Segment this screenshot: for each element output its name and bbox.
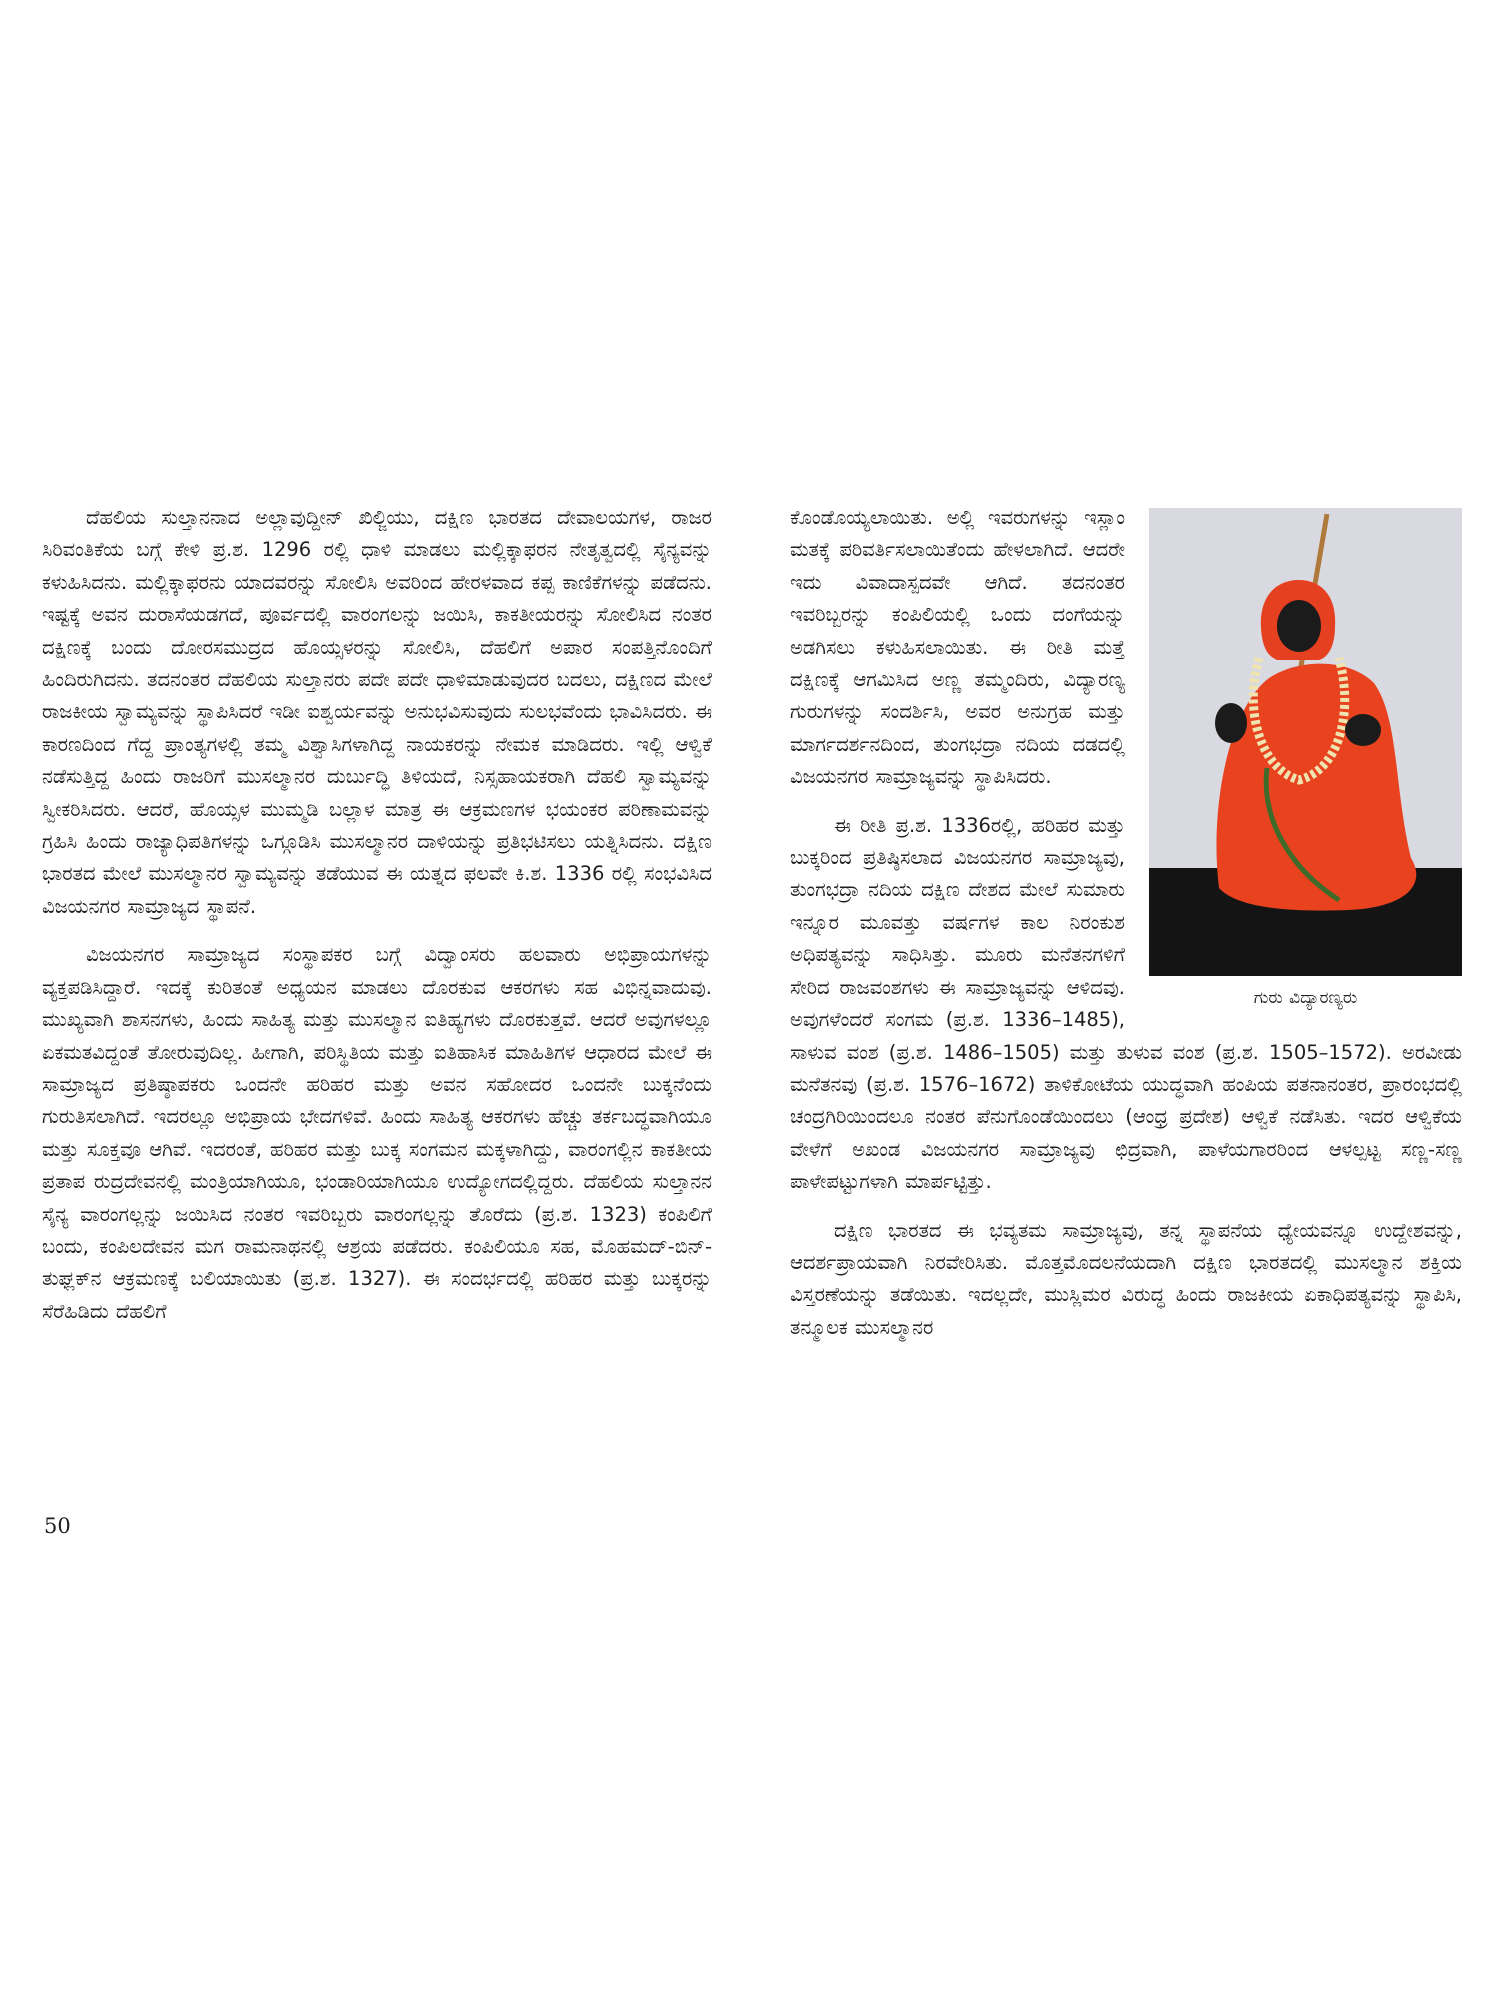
page-number: 50 <box>44 1514 71 1538</box>
paragraph: ಕೊಂಡೊಯ್ಯಲಾಯಿತು. ಅಲ್ಲಿ ಇವರುಗಳನ್ನು ಇಸ್ಲಾಂ ಮತಕ್ಕೆ ಪರಿವರ್ತಿಸಲಾಯಿತೆಂದು ಹೇಳಲಾಗಿದೆ. ಆದರೇ ಇದು ವಿವಾದಾಸ್ಪದವೇ ಆಗಿದೆ. ತದನಂತರ ಇವರಿಬ್ಬರನ್ನು ಕಂಪಿಲಿಯಲ್ಲಿ ಒಂದು ದಂಗೆಯನ್ನು ಅಡಗಿಸಲು ಕಳುಹಿಸಲಾಯಿತು. ಈ ರೀತಿ ಮತ್ತೆ ದಕ್ಷಿಣಕ್ಕೆ ಆಗಮಿಸಿದ ಅಣ್ಣ ತಮ್ಮಂದಿರು, ವಿದ್ಯಾರಣ್ಯ ಗುರುಗಳನ್ನು ಸಂದರ್ಶಿಸಿ, ಅವರ ಅನುಗ್ರಹ ಮತ್ತು ಮಾರ್ಗದರ್ಶನದಿಂದ, ತುಂಗಭದ್ರಾ ನದಿಯ ದಡದಲ್ಲಿ ವಿಜಯನಗರ ಸಾಮ್ರಾಜ್ಯವನ್ನು ಸ್ಥಾಪಿಸಿದರು. <box>790 506 1125 789</box>
left-page-text <box>42 502 712 1344</box>
right-page-text <box>790 502 1462 1360</box>
figure <box>1149 508 1462 1010</box>
figure-caption: ಗುರು ವಿದ್ಯಾರಣ್ಯರು <box>1253 988 1358 1008</box>
paragraph: ದಕ್ಷಿಣ ಭಾರತದ ಈ ಭವ್ಯತಮ ಸಾಮ್ರಾಜ್ಯವು, ತನ್ನ ಸ್ಥಾಪನೆಯ ಧ್ಯೇಯವನ್ನೂ ಉದ್ದೇಶವನ್ನು, ಆದರ್ಶಪ್ರಾಯವಾಗಿ ನಿರವೇರಿಸಿತು. ಮೊತ್ತಮೊದಲನೆಯದಾಗಿ ದಕ್ಷಿಣ ಭಾರತದಲ್ಲಿ ಮುಸಲ್ಮಾನ ಶಕ್ತಿಯ ವಿಸ್ತರಣೆಯನ್ನು ತಡೆಯಿತು. ಇದಲ್ಲದೇ, ಮುಸ್ಲಿಮರ ವಿರುದ್ಧ ಹಿಂದು ರಾಜಕೀಯ ಏಕಾಧಿಪತ್ಯವನ್ನು ಸ್ಥಾಪಿಸಿ, ತನ್ಮೂಲಕ ಮುಸಲ್ಮಾನರ <box>790 1218 1462 1339</box>
paragraph: ದೆಹಲಿಯ ಸುಲ್ತಾನನಾದ ಅಲ್ಲಾವುದ್ದೀನ್ ಖಿಲ್ಜಿಯು, ದಕ್ಷಿಣ ಭಾರತದ ದೇವಾಲಯಗಳ, ರಾಜರ ಸಿರಿವಂತಿಕೆಯ ಬಗ್ಗೆ ಕೇಳಿ ಪ್ರ.ಶ. 1296 ರಲ್ಲಿ ಧಾಳಿ ಮಾಡಲು ಮಲ್ಲಿಕ್ಕಾಫರನ ನೇತೃತ್ವದಲ್ಲಿ ಸೈನ್ಯವನ್ನು ಕಳುಹಿಸಿದನು. ಮಲ್ಲಿಕ್ಕಾಫರನು ಯಾದವರನ್ನು ಸೋಲಿಸಿ ಅವರಿಂದ ಹೇರಳವಾದ ಕಪ್ಪ ಕಾಣಿಕೆಗಳನ್ನು ಪಡೆದನು. ಇಷ್ಟಕ್ಕೆ ಅವನ ದುರಾಸೆಯಡಗದೆ, ಪೂರ್ವದಲ್ಲಿ ವಾರಂಗಲನ್ನು ಜಯಿಸಿ, ಕಾಕತೀಯರನ್ನು ಸೋಲಿಸಿದ ನಂತರ ದಕ್ಷಿಣಕ್ಕೆ ಬಂದು ದೋರಸಮುದ್ರದ ಹೊಯ್ಸಳರನ್ನು ಸೋಲಿಸಿ, ದೆಹಲಿಗೆ ಅಪಾರ ಸಂಪತ್ತಿನೊಂದಿಗೆ ಹಿಂದಿರುಗಿದನು. ತದನಂತರ ದೆಹಲಿಯ ಸುಲ್ತಾನರು ಪದೇ ಪದೇ ಧಾಳಿಮಾಡುವುದರ ಬದಲು, ದಕ್ಷಿಣದ ಮೇಲೆ ರಾಜಕೀಯ ಸ್ವಾಮ್ಯವನ್ನು ಸ್ಥಾಪಿಸಿದರೆ ಇಡೀ ಐಶ್ವರ್ಯವನ್ನು ಅನುಭವಿಸುವುದು ಸುಲಭವೆಂದು ಭಾವಿಸಿದರು. ಈ ಕಾರಣದಿಂದ ಗೆದ್ದ ಪ್ರಾಂತ್ಯಗಳಲ್ಲಿ ತಮ್ಮ ವಿಶ್ವಾಸಿಗಳಾಗಿದ್ದ ನಾಯಕರನ್ನು ನೇಮಕ ಮಾಡಿದರು. ಇಲ್ಲಿ ಆಳ್ವಿಕೆ ನಡೆಸುತ್ತಿದ್ದ ಹಿಂದು ರಾಜರಿಗೆ ಮುಸಲ್ಮಾನರ ದುರ್ಬುದ್ಧಿ ತಿಳಿಯದೆ, ನಿಸ್ಸಹಾಯಕರಾಗಿ ದೆಹಲಿ ಸ್ವಾಮ್ಯವನ್ನು ಸ್ವೀಕರಿಸಿದರು. ಆದರೆ, ಹೊಯ್ಸಳ ಮುಮ್ಮಡಿ ಬಲ್ಲಾಳ ಮಾತ್ರ ಈ ಆಕ್ರಮಣಗಳ ಭಯಂಕರ ಪರಿಣಾಮವನ್ನು ಗ್ರಹಿಸಿ ಹಿಂದು ರಾಜ್ಯಾಧಿಪತಿಗಳನ್ನು ಒಗ್ಗೂಡಿಸಿ ಮುಸಲ್ಮಾನರ ದಾಳಿಯನ್ನು ಪ್ರತಿಭಟಿಸಲು ಯತ್ನಿಸಿದನು. ದಕ್ಷಿಣ ಭಾರತದ ಮೇಲೆ ಮುಸಲ್ಮಾನರ ಸ್ವಾಮ್ಯವನ್ನು ತಡೆಯುವ ಈ ಯತ್ನದ ಫಲವೇ ಕಿ.ಶ. 1336 ರಲ್ಲಿ ಸಂಭವಿಸಿದ ವಿಜಯನಗರ ಸಾಮ್ರಾಜ್ಯದ ಸ್ಥಾಪನೆ. <box>42 506 712 918</box>
vidyaranya-statue-photo <box>1149 508 1462 976</box>
paragraph: ಈ ರೀತಿ ಪ್ರ.ಶ. 1336ರಲ್ಲಿ, ಹರಿಹರ ಮತ್ತು ಬುಕ್ಕರಿಂದ ಪ್ರತಿಷ್ಠಿಸಲಾದ ವಿಜಯನಗರ ಸಾಮ್ರಾಜ್ಯವು, ತುಂಗಭದ್ರಾ ನದಿಯ ದಕ್ಷಿಣ ದೇಶದ ಮೇಲೆ ಸುಮಾರು ಇನ್ನೂರ ಮೂವತ್ತು ವರ್ಷಗಳ ಕಾಲ ನಿರಂಕುಶ ಅಧಿಪತ್ಯವನ್ನು ಸಾಧಿಸಿತ್ತು. ಮೂರು ಮನೆತನಗಳಿಗೆ ಸೇರಿದ ರಾಜವಂಶಗಳು ಈ ಸಾಮ್ರಾಜ್ಯವನ್ನು ಆಳಿದವು. ಅವುಗಳೆಂದರೆ ಸಂಗಮ (ಪ್ರ.ಶ. 1336–1485), ಸಾಳುವ ವಂಶ (ಪ್ರ.ಶ. 1486–1505) ಮತ್ತು ತುಳುವ ವಂಶ (ಪ್ರ.ಶ. 1505–1572). ಅರವೀಡು ಮನೆತನವು (ಪ್ರ.ಶ. 1576–1672) ತಾಳಿಕೋಟೆಯ ಯುದ್ಧವಾಗಿ ಹಂಪಿಯ ಪತನಾನಂತರ, ಪ್ರಾರಂಭದಲ್ಲಿ ಚಂದ್ರಗಿರಿಯಿಂದಲೂ ನಂತರ ಪೆನುಗೊಂಡೆಯಿಂದಲು (ಆಂಧ್ರ ಪ್ರದೇಶ) ಆಳ್ವಿಕೆ ನಡೆಸಿತು. ಇದರ ಆಳ್ವಿಕೆಯ ವೇಳೆಗೆ ಅಖಂಡ ವಿಜಯನಗರ ಸಾಮ್ರಾಜ್ಯವು ಛಿದ್ರವಾಗಿ, ಪಾಳೆಯಗಾರರಿಂದ ಆಳಲ್ಪಟ್ಟ ಸಣ್ಣ-ಸಣ್ಣ ಪಾಳೇಪಟ್ಟುಗಳಾಗಿ ಮಾರ್ಪಟ್ಟಿತ್ತು. <box>790 813 1462 1194</box>
face <box>1277 600 1321 652</box>
right-hand <box>1345 714 1381 746</box>
statue-illustration <box>1149 508 1462 976</box>
left-hand <box>1215 703 1247 743</box>
paragraph: ವಿಜಯನಗರ ಸಾಮ್ರಾಜ್ಯದ ಸಂಸ್ಥಾಪಕರ ಬಗ್ಗೆ ವಿದ್ವಾಂಸರು ಹಲವಾರು ಅಭಿಪ್ರಾಯಗಳನ್ನು ವ್ಯಕ್ತಪಡಿಸಿದ್ದಾರೆ. ಇದಕ್ಕೆ ಕುರಿತಂತೆ ಅಧ್ಯಯನ ಮಾಡಲು ದೊರಕುವ ಆಕರಗಳು ಸಹ ವಿಭಿನ್ನವಾದುವು. ಮುಖ್ಯವಾಗಿ ಶಾಸನಗಳು, ಹಿಂದು ಸಾಹಿತ್ಯ ಮತ್ತು ಮುಸಲ್ಮಾನ ಐತಿಹ್ಯಗಳು ದೊರಕುತ್ತವೆ. ಆದರೆ ಅವುಗಳಲ್ಲೂ ಏಕಮತವಿದ್ದಂತೆ ತೋರುವುದಿಲ್ಲ. ಹೀಗಾಗಿ, ಪರಿಸ್ಥಿತಿಯ ಮತ್ತು ಐತಿಹಾಸಿಕ ಮಾಹಿತಿಗಳ ಆಧಾರದ ಮೇಲೆ ಈ ಸಾಮ್ರಾಜ್ಯದ ಪ್ರತಿಷ್ಠಾಪಕರು ಒಂದನೇ ಹರಿಹರ ಮತ್ತು ಅವನ ಸಹೋದರ ಒಂದನೇ ಬುಕ್ಕನೆಂದು ಗುರುತಿಸಲಾಗಿದೆ. ಇದರಲ್ಲೂ ಅಭಿಪ್ರಾಯ ಭೇದಗಳಿವೆ. ಹಿಂದು ಸಾಹಿತ್ಯ ಆಕರಗಳು ಹೆಚ್ಚು ತರ್ಕಬದ್ಧವಾಗಿಯೂ ಮತ್ತು ಸೂಕ್ತವೂ ಆಗಿವೆ. ಇದರಂತೆ, ಹರಿಹರ ಮತ್ತು ಬುಕ್ಕ ಸಂಗಮನ ಮಕ್ಕಳಾಗಿದ್ದು, ವಾರಂಗಲ್ಲಿನ ಕಾಕತೀಯ ಪ್ರತಾಪ ರುದ್ರದೇವನಲ್ಲಿ ಮಂತ್ರಿಯಾಗಿಯೂ, ಭಂಡಾರಿಯಾಗಿಯೂ ಉದ್ಯೋಗದಲ್ಲಿದ್ದರು. ದೆಹಲಿಯ ಸುಲ್ತಾನನ ಸೈನ್ಯ ವಾರಂಗಲ್ಲನ್ನು ಜಯಿಸಿದ ನಂತರ ಇವರಿಬ್ಬರು ವಾರಂಗಲ್ಲನ್ನು ತೊರೆದು (ಪ್ರ.ಶ. 1323) ಕಂಪಿಲಿಗೆ ಬಂದು, ಕಂಪಿಲದೇವನ ಮಗ ರಾಮನಾಥನಲ್ಲಿ ಆಶ್ರಯ ಪಡೆದರು. ಕಂಪಿಲಿಯೂ ಸಹ, ಮೊಹಮದ್-ಬಿನ್-ತುಘ್ಲಕ್‌ನ ಆಕ್ರಮಣಕ್ಕೆ ಬಲಿಯಾಯಿತು (ಪ್ರ.ಶ. 1327). ಈ ಸಂದರ್ಭದಲ್ಲಿ ಹರಿಹರ ಮತ್ತು ಬುಕ್ಕರನ್ನು ಸೆರೆಹಿಡಿದು ದೆಹಲಿಗೆ <box>42 943 712 1323</box>
